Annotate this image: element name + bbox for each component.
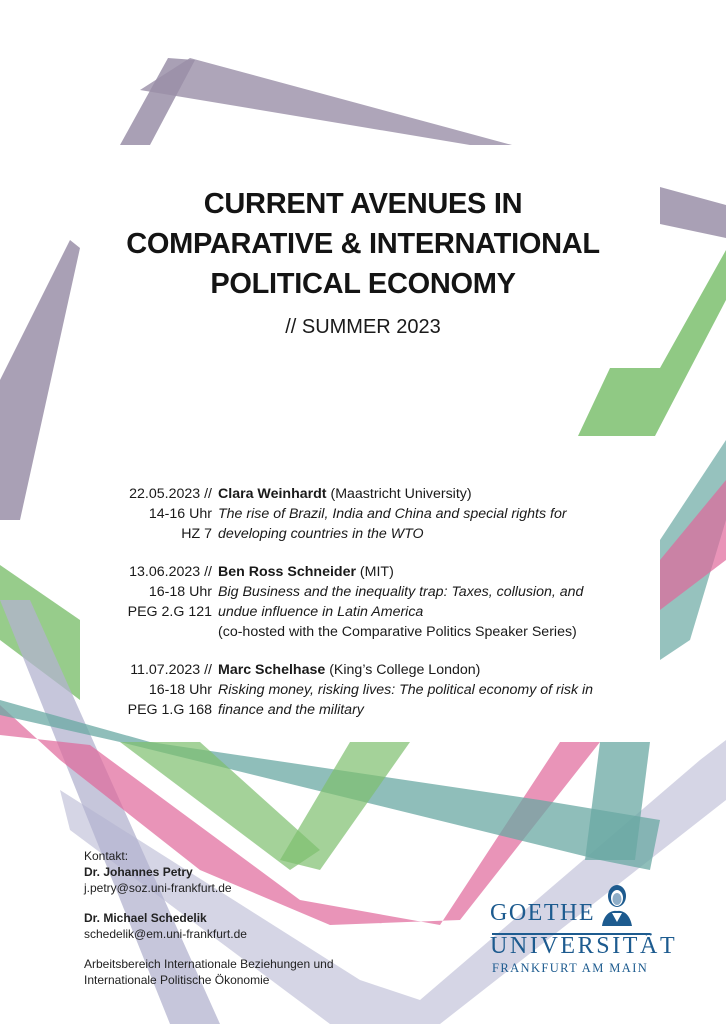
event-time: 16-18 Uhr [148,584,212,600]
title-line-3: POLITICAL ECONOMY [210,268,516,300]
event-note: (co-hosted with the Comparative Politics Speaker Series) [218,624,577,640]
event-affiliation: (Maastricht University) [326,486,472,502]
event-meta [100,562,218,642]
event-list [100,484,660,738]
goethe-bust-icon [598,882,636,926]
event-speaker: Clara Weinhardt [218,486,327,502]
logo-line-universitaet: UNIVERSITÄT [490,933,678,959]
event-date: 13.06.2023 // [129,564,212,580]
contact-name: Dr. Michael Schedelik [84,911,207,925]
event-talk-line: The rise of Brazil, India and China and special rights for [218,506,567,522]
title-line-2: COMPARATIVE & INTERNATIONAL [126,228,600,260]
event-talk-line: Risking money, risking lives: The political economy of risk in [218,682,594,698]
event-meta [100,660,218,720]
subtitle: // SUMMER 2023 [285,316,441,338]
event-talk-line: developing countries in the WTO [218,526,424,542]
event-time: 16-18 Uhr [148,682,212,698]
department-line: Arbeitsbereich Internationale Beziehungen und [84,957,334,971]
event-info [218,484,660,544]
event-affiliation: (King’s College London) [325,662,481,678]
event-room: PEG 2.G 121 [127,604,212,620]
ribbon-purple-top-band [140,58,512,145]
contact-name: Dr. Johannes Petry [84,865,193,879]
event-room: HZ 7 [181,526,212,542]
event-item [100,660,660,720]
event-info [218,562,660,642]
event-talk-line: finance and the military [218,702,364,718]
event-time: 14-16 Uhr [148,506,212,522]
event-meta [100,484,218,544]
event-speaker: Ben Ross Schneider [218,564,356,580]
contact-label: Kontakt: [84,849,129,863]
event-room: PEG 1.G 168 [127,702,212,718]
event-affiliation: (MIT) [355,564,394,580]
event-item [100,484,660,544]
event-date: 22.05.2023 // [129,486,212,502]
event-date: 11.07.2023 // [130,662,212,678]
goethe-university-logo [486,880,678,980]
contact-email[interactable]: j.petry@soz.uni-frankfurt.de [84,881,232,895]
event-info [218,660,660,720]
department-line: Internationale Politische Ökonomie [84,973,270,987]
event-talk-line: undue influence in Latin America [218,604,424,620]
contact-email[interactable]: schedelik@em.uni-frankfurt.de [84,927,247,941]
title-block [0,184,726,339]
logo-line-goethe: GOETHE [490,900,595,926]
event-speaker: Marc Schelhase [218,662,326,678]
logo-line-city: FRANKFURT AM MAIN [492,961,649,975]
contact-block [84,848,384,988]
title-line-1: CURRENT AVENUES IN [203,188,523,220]
event-talk-line: Big Business and the inequality trap: Taxes, collusion, and [218,584,584,600]
event-item [100,562,660,642]
